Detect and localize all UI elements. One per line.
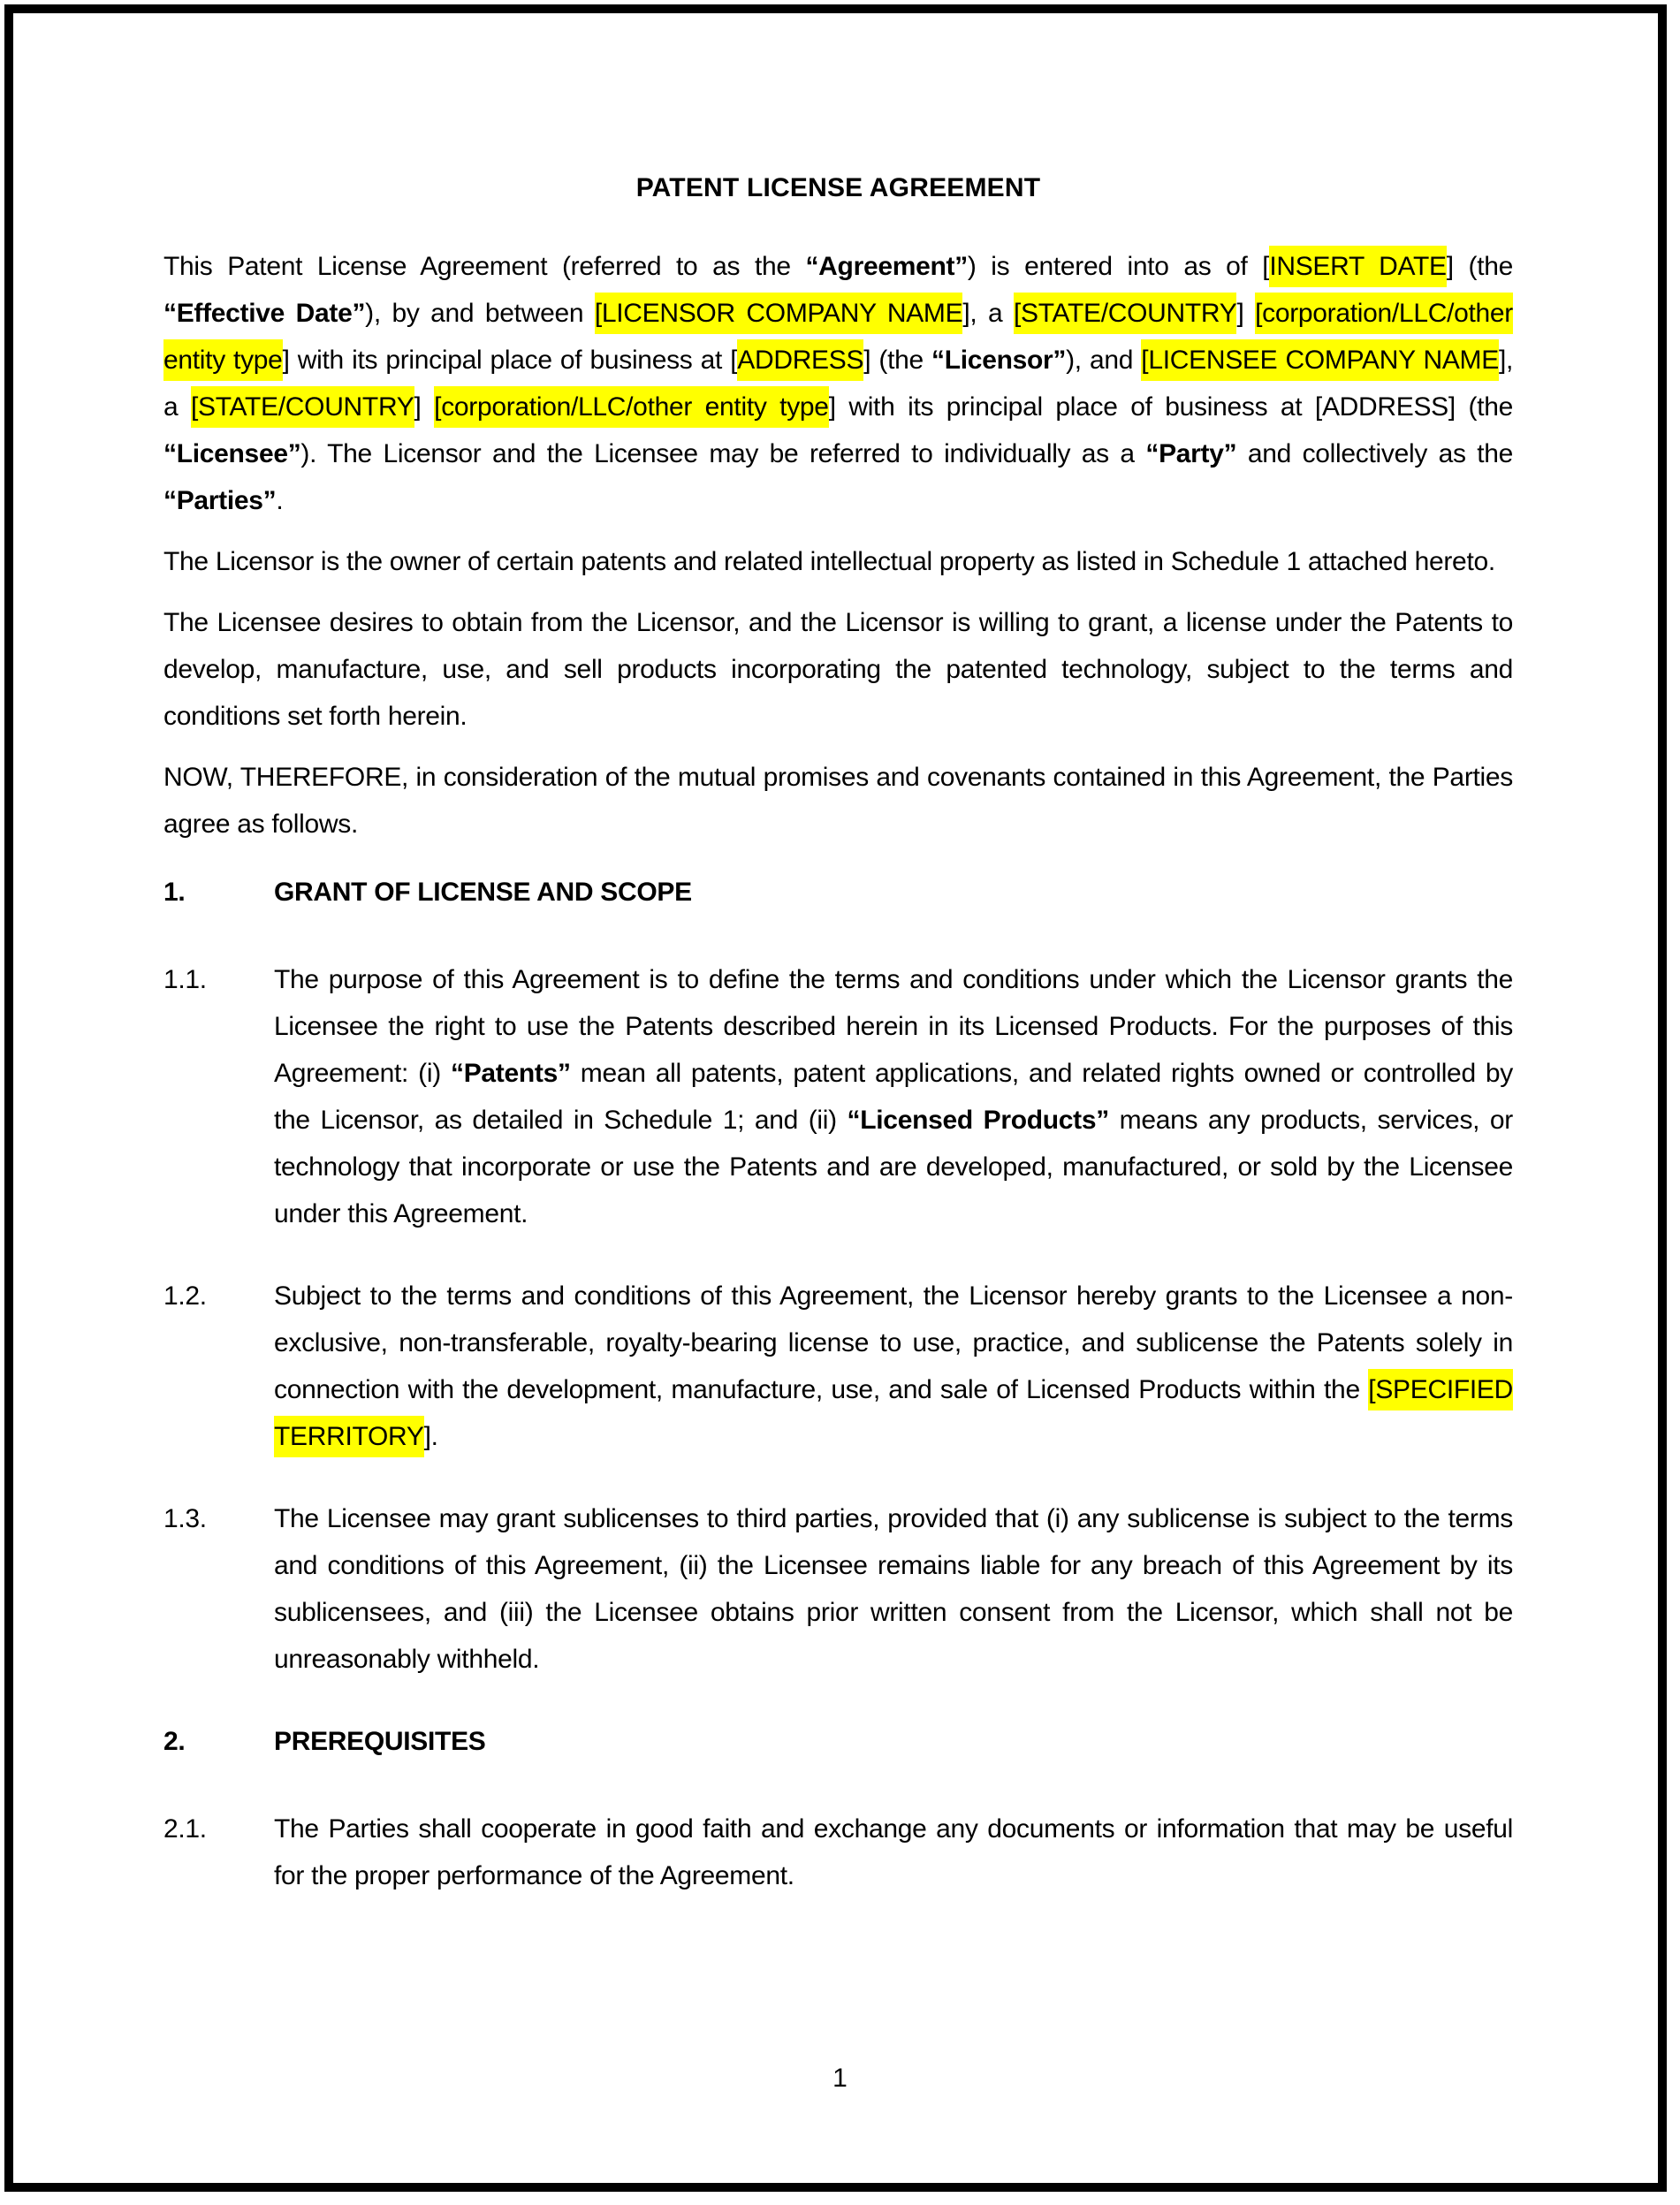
section-heading	[163, 869, 1513, 916]
clause-text	[274, 1806, 1513, 1899]
text-run: ) is entered into as of [	[967, 252, 1270, 281]
section-heading	[163, 1718, 1513, 1765]
text-run: ), by and between	[365, 299, 595, 328]
text-run: “Licensor”	[931, 346, 1067, 375]
text-run: The Licensor is the owner of certain patents and related intellectual property as listed in Schedule 1 attached hereto.	[163, 547, 1495, 576]
clause-number: 2.	[163, 1727, 186, 1756]
paragraph	[163, 243, 1513, 524]
text-run: Subject to the terms and conditions of this Agreement, the Licensor hereby grants to the Licensee a non-exclusive, non-transferable, royalty-bearing license to use, practice, and sublicense the Patents solely in connection with the development, manufacture, use, and sale of Licensed Products within the	[274, 1281, 1513, 1404]
page-number: 1	[832, 2064, 848, 2093]
numbered-clause	[163, 1495, 1513, 1683]
text-run: “Patents”	[451, 1059, 571, 1088]
text-run: This Patent License Agreement (referred to as the	[163, 252, 806, 281]
paragraph	[163, 754, 1513, 848]
numbered-clause	[163, 1273, 1513, 1460]
text-run: “Licensed Products”	[847, 1106, 1109, 1135]
highlighted-placeholder: [LICENSOR COMPANY NAME	[595, 293, 962, 334]
text-run: The Licensee may grant sublicenses to third parties, provided that (i) any sublicense is subject to the terms and conditions of this Agreement, (ii) the Licensee remains liable for any breach of this Agreement by its sublicensees, and (iii) the Licensee obtains prior written consent from the Licensor, which shall not be unreasonably withheld.	[274, 1504, 1513, 1674]
text-run: “Parties”	[163, 486, 277, 515]
text-run: ]	[1236, 299, 1256, 328]
text-run: “Agreement”	[805, 252, 968, 281]
numbered-clause	[163, 1806, 1513, 1899]
text-run: and collectively as the	[1236, 439, 1514, 468]
text-run: means any products, services, or technology that incorporate or use the Patents and are developed, manufactured, or sold by the Licensee under this Agreement.	[274, 1106, 1513, 1228]
highlighted-placeholder: [SPECIFIED TERRITORY	[274, 1369, 1513, 1457]
text-run: ). The Licensor and the Licensee may be referred to individually as a	[300, 439, 1146, 468]
highlighted-placeholder: [corporation/LLC/other entity type	[163, 293, 1513, 381]
document-title: PATENT LICENSE AGREEMENT	[635, 173, 1041, 202]
numbered-clause	[163, 956, 1513, 1237]
highlighted-placeholder: [STATE/COUNTRY	[191, 386, 414, 428]
text-run: mean all patents, patent applications, and related rights owned or controlled by the Licensor, as detailed in Schedule 1; and (ii)	[274, 1059, 1514, 1135]
text-run: PREREQUISITES	[274, 1727, 486, 1756]
text-run: ]	[414, 392, 435, 422]
clause-text	[274, 956, 1513, 1237]
text-run: ] (the	[863, 346, 932, 375]
text-run: “Party”	[1145, 439, 1237, 468]
paragraph	[163, 599, 1513, 740]
document-content	[163, 0, 1513, 1935]
text-run: .	[276, 486, 284, 515]
text-run: ] with its principal place of business at [	[282, 346, 738, 375]
text-run: The purpose of this Agreement is to define the terms and conditions under which the Licensor grants the Licensee the right to use the Patents described herein in its Licensed Products. For the purposes of this Agreement: (i)	[274, 965, 1513, 1088]
text-run: ), and	[1066, 346, 1142, 375]
clause-number: 1.2.	[163, 1281, 207, 1311]
clause-number: 1.1.	[163, 965, 207, 994]
text-run: ], a	[962, 299, 1014, 328]
text-run: “Effective Date”	[163, 299, 366, 328]
highlighted-placeholder: INSERT DATE	[1269, 246, 1446, 287]
highlighted-placeholder: [LICENSEE COMPANY NAME	[1141, 339, 1499, 381]
text-run: NOW, THEREFORE, in consideration of the mutual promises and covenants contained in this Agreement, the Parties agree as follows.	[163, 763, 1513, 839]
text-run: ].	[423, 1422, 438, 1451]
text-run: GRANT OF LICENSE AND SCOPE	[274, 878, 692, 907]
clause-text	[274, 1273, 1513, 1460]
highlighted-placeholder: [STATE/COUNTRY	[1014, 293, 1237, 334]
text-run: The Parties shall cooperate in good faith and exchange any documents or information that may be useful for the proper performance of the Agreement.	[274, 1814, 1513, 1890]
highlighted-placeholder: [corporation/LLC/other entity type	[434, 386, 829, 428]
text-run: ], a	[163, 346, 1514, 422]
clause-text	[274, 869, 1513, 916]
highlighted-placeholder: ADDRESS	[737, 339, 863, 381]
document-body	[163, 243, 1513, 1899]
clause-number: 1.3.	[163, 1504, 207, 1533]
text-run: The Licensee desires to obtain from the Licensor, and the Licensor is willing to grant, a license under the Patents to develop, manufacture, use, and sell products incorporating the patented technology, subject to the terms and conditions set forth herein.	[163, 608, 1513, 731]
text-run: ] (the	[1446, 252, 1513, 281]
clause-text	[274, 1718, 1513, 1765]
clause-number: 1.	[163, 878, 186, 907]
paragraph	[163, 538, 1513, 585]
text-run: “Licensee”	[163, 439, 301, 468]
clause-number: 2.1.	[163, 1814, 207, 1844]
clause-text	[274, 1495, 1513, 1683]
text-run: ] with its principal place of business at [ADDRESS] (the	[828, 392, 1514, 422]
